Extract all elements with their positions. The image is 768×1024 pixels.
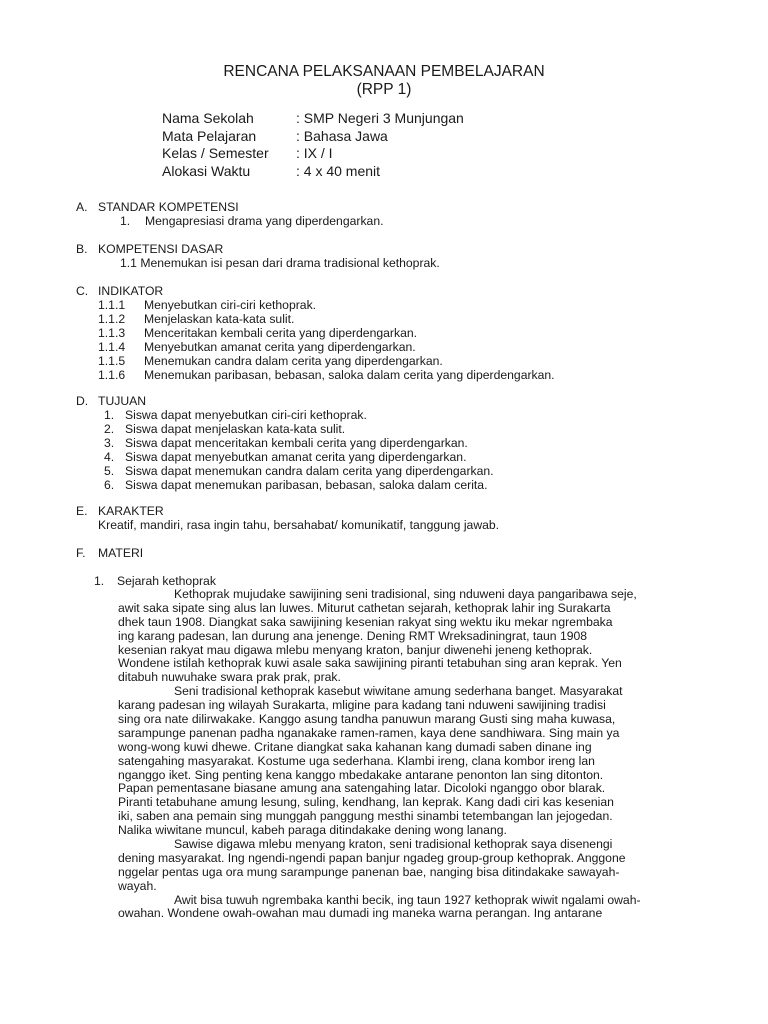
- info-row: [162, 128, 464, 146]
- item-number: 1.1.2: [98, 312, 126, 326]
- materi-line: nganggo iket. Sing penting kena kanggo mbedakake antarane penonton lan sing ditonton.: [118, 768, 604, 782]
- section-heading: STANDAR KOMPETENSI: [98, 200, 239, 214]
- item-text: Siswa dapat menceritakan kembali cerita yang diperdengarkan.: [125, 436, 468, 450]
- section-heading: INDIKATOR: [98, 284, 164, 298]
- materi-line: satengahing masyarakat. Kostume uga sederhana. Klambi ireng, clana kombor ireng lan: [118, 754, 595, 768]
- materi-line: iki, saben ana pemain sing munggah panggung mesthi sinambi tetembangan lan jejogedan.: [118, 810, 613, 824]
- info-row: [162, 163, 464, 181]
- info-row: [162, 110, 464, 128]
- info-value: : 4 x 40 menit: [296, 162, 381, 179]
- section-letter: E.: [76, 504, 88, 518]
- info-value: : Bahasa Jawa: [296, 127, 388, 144]
- materi-body: [118, 588, 696, 921]
- materi-line: Sawise digawa mlebu menyang kraton, seni tradisional kethoprak saya disenengi: [174, 838, 613, 852]
- item-text: Siswa dapat menjelaskan kata-kata sulit.: [125, 422, 346, 436]
- item-text: Siswa dapat menemukan paribasan, bebasan, saloka dalam cerita.: [125, 478, 488, 492]
- section-heading: KOMPETENSI DASAR: [98, 242, 224, 256]
- item-text: Siswa dapat menemukan candra dalam cerita yang diperdengarkan.: [125, 464, 494, 478]
- info-label: Alokasi Waktu: [162, 162, 251, 179]
- document-title: RENCANA PELAKSANAAN PEMBELAJARAN: [223, 63, 545, 80]
- info-label: Mata Pelajaran: [162, 127, 257, 144]
- section-heading: TUJUAN: [98, 394, 147, 408]
- section-letter: F.: [76, 546, 86, 560]
- info-label: Kelas / Semester: [162, 145, 269, 161]
- section-letter: B.: [76, 242, 88, 256]
- item-text: Menemukan paribasan, bebasan, saloka dalam cerita yang diperdengarkan.: [144, 368, 555, 382]
- materi-line: ditabuh nuwuhake swara prak prak, prak.: [118, 671, 341, 685]
- info-label: Nama Sekolah: [162, 110, 254, 126]
- section-letter: D.: [76, 394, 89, 408]
- document-subtitle: (RPP 1): [356, 81, 412, 98]
- section-letter: A.: [76, 200, 88, 214]
- item-number: 5.: [104, 464, 115, 478]
- item-text: Menemukan candra dalam cerita yang diperdengarkan.: [144, 354, 443, 368]
- section-letter: C.: [76, 284, 89, 298]
- item-text: 1.1 Menemukan isi pesan dari drama tradisional kethoprak.: [120, 256, 440, 270]
- section-heading: KARAKTER: [98, 504, 164, 518]
- materi-line: nggelar pentas uga ora mung sarampunge panenan bae, nanging bisa ditindakake sawayah-: [118, 865, 620, 879]
- item-text: Menyebutkan ciri-ciri kethoprak.: [144, 298, 317, 312]
- item-text: Siswa dapat menyebutkan ciri-ciri kethoprak.: [125, 408, 367, 422]
- item-number: 2.: [104, 422, 115, 436]
- item-number: 4.: [104, 450, 115, 464]
- materi-line: owahan. Wondene owah-owahan mau dumadi ing maneka warna perangan. Ing antarane: [118, 907, 603, 921]
- materi-line: Papan pementasane biasane amung ana satengahing latar. Dicoloki nganggo obor blarak.: [118, 782, 606, 796]
- item-number: 6.: [104, 478, 115, 492]
- item-number: 1.1.5: [98, 354, 126, 368]
- item-number: 1.: [120, 214, 131, 228]
- school-info: [162, 110, 464, 180]
- materi-line: sing ora nate dilirwakake. Kanggo asung tandha panuwun marang Gusti sing maha kuwasa,: [118, 713, 616, 727]
- materi-line: dening masyarakat. Ing ngendi-ngendi papan banjur ngadeg group-group kethoprak. Anggone: [118, 851, 626, 865]
- sub-heading: Sejarah kethoprak: [117, 574, 216, 588]
- materi-line: kesenian rakyat mau digawa mlebu menyang kraton, banjur diwenehi jeneng kethoprak.: [118, 643, 593, 657]
- materi-line: Nalika wiwitane muncul, kabeh paraga ditindakake dening wong lanang.: [118, 824, 507, 838]
- info-value: : SMP Negeri 3 Munjungan: [296, 110, 464, 126]
- item-number: 1.1.4: [98, 340, 126, 354]
- materi-line: ing karang padesan, lan durung ana jenenge. Dening RMT Wreksadiningrat, taun 1908: [118, 629, 588, 643]
- item-text: Menceritakan kembali cerita yang diperdengarkan.: [144, 326, 418, 340]
- materi-line: Kethoprak mujudake sawijining seni tradisional, sing nduweni daya pangaribawa seje,: [174, 588, 637, 601]
- item-number: 1.1.6: [98, 368, 126, 382]
- item-number: 3.: [104, 436, 115, 450]
- item-text: Siswa dapat menyebutkan amanat cerita yang diperdengarkan.: [125, 450, 467, 464]
- materi-line: wong-wong kuwi dhewe. Critane diangkat saka kahanan kang dumadi saben dinane ing: [118, 740, 592, 754]
- item-number: 1.1.1: [98, 298, 126, 312]
- item-text: Menjelaskan kata-kata sulit.: [144, 312, 295, 326]
- materi-line: Awit bisa tuwuh ngrembaka kanthi becik, ing taun 1927 kethoprak wiwit ngalami owah-: [174, 893, 641, 907]
- materi-line: Seni tradisional kethoprak kasebut wiwitane amung sederhana banget. Masyarakat: [174, 685, 623, 699]
- item-text: Menyebutkan amanat cerita yang diperdengarkan.: [144, 340, 416, 354]
- info-value: : IX / I: [296, 145, 333, 161]
- item-number: 1.: [104, 408, 115, 422]
- materi-line: sarampunge panenan padha nganakake ramen-ramen, kaya dene sandhiwara. Sing main ya: [118, 726, 620, 740]
- materi-line: dhek taun 1908. Diangkat saka sawijining kesenian rakyat sing wektu iku mekar ngrembaka: [118, 615, 613, 629]
- materi-line: awit saka sipate sing alus lan luwes. Miturut cathetan sejarah, kethoprak lahir ing Surakarta: [118, 601, 611, 615]
- sub-number: 1.: [94, 574, 105, 588]
- materi-line: Piranti tetabuhane amung lesung, suling, kendhang, lan keprak. Kang dadi ciri kas kesenian: [118, 796, 614, 810]
- materi-line: Wondene istilah kethoprak kuwi asale saka sawijining piranti tetabuhan sing aran keprak. Yen: [118, 657, 622, 671]
- materi-line: karang padesan ing wilayah Surakarta, mligine para kadang tani nduweni sawijining tradisi: [118, 699, 606, 713]
- karakter-text: Kreatif, mandiri, rasa ingin tahu, bersahabat/ komunikatif, tanggung jawab.: [98, 518, 500, 532]
- materi-line: wayah.: [118, 879, 157, 893]
- item-text: Mengapresiasi drama yang diperdengarkan.: [145, 214, 384, 228]
- info-row: [162, 145, 464, 163]
- section-heading: MATERI: [98, 546, 144, 560]
- item-number: 1.1.3: [98, 326, 126, 340]
